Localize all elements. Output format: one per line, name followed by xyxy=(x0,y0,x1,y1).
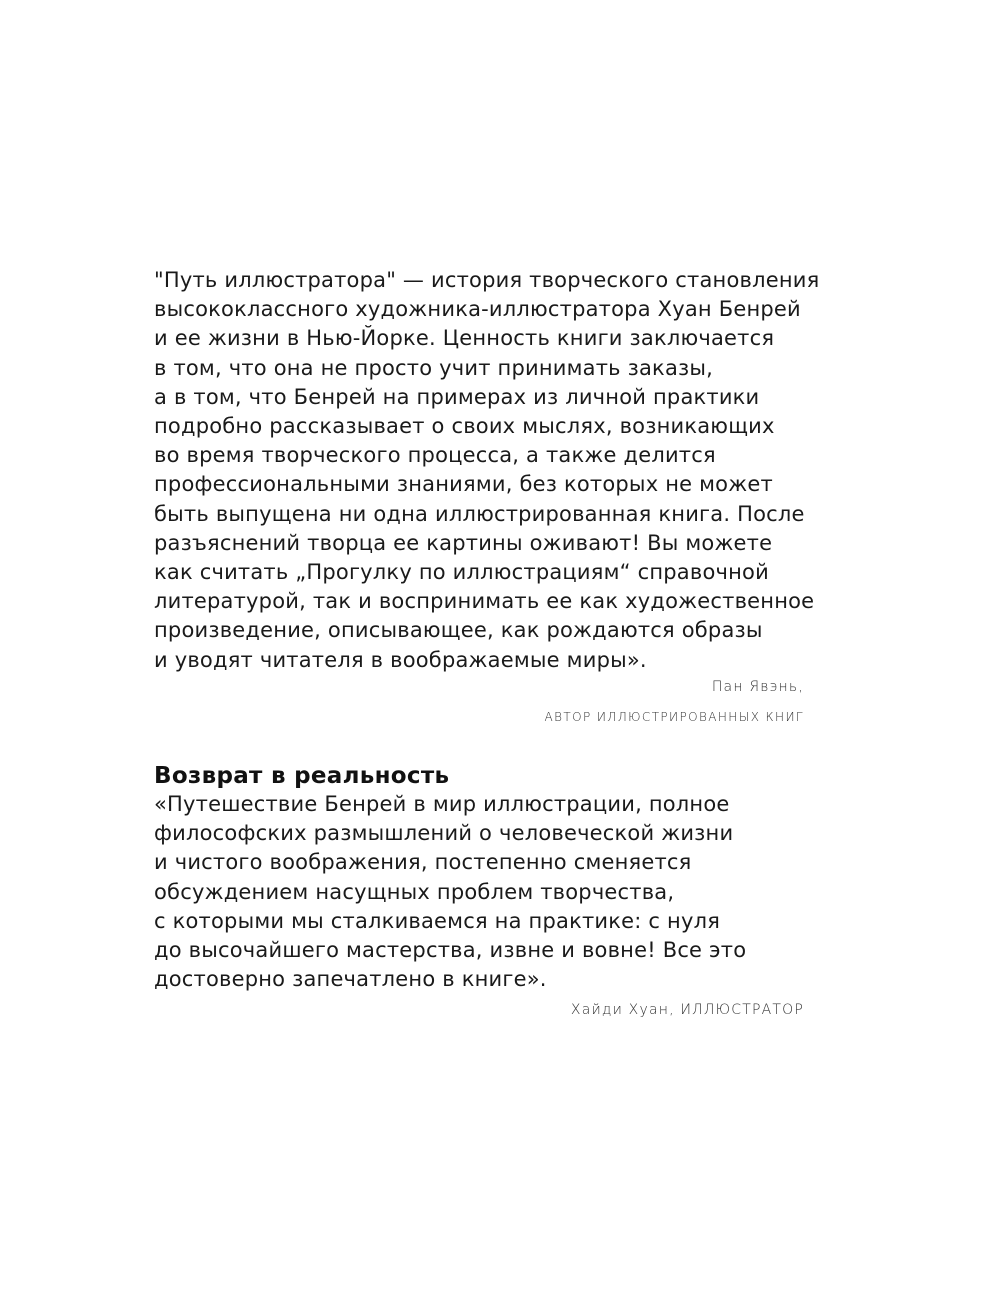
quote-line: «Путешествие Бенрей в мир иллюстрации, полное xyxy=(154,792,730,816)
quote-line: обсуждением насущных проблем творчества, xyxy=(154,879,675,904)
quote-line: до высочайшего мастерства, извне и вовне! Все это xyxy=(154,938,747,963)
quote-1-author-role: АВТОР ИЛЛЮСТРИРОВАННЫХ КНИГ xyxy=(544,710,804,724)
quote-line: профессиональными знаниями, без которых не может xyxy=(154,472,773,497)
quote-line: произведение, описывающее, как рождаются образы xyxy=(154,618,763,643)
quote-1-author: Пан Явэнь, xyxy=(711,679,804,695)
quote-text-2 xyxy=(154,790,844,994)
quote-line: литературой, так и воспринимать ее как художественное xyxy=(154,589,815,614)
quote-2-author: Хайди Хуан, ИЛЛЮСТРАТОР xyxy=(570,1002,804,1018)
quote-line: достоверно запечатлено в книге». xyxy=(154,967,547,992)
quote-text-1 xyxy=(154,266,844,675)
quote-line: а в том, что Бенрей на примерах из личной практики xyxy=(154,384,760,409)
section-heading: Возврат в реальность xyxy=(154,763,450,789)
quote-line: разъяснений творца ее картины оживают! Вы можете xyxy=(154,530,773,555)
quote-line: подробно рассказывает о своих мыслях, возникающих xyxy=(154,414,775,439)
quote-block-1 xyxy=(154,266,844,675)
quote-line: и чистого воображения, постепенно сменяется xyxy=(154,850,692,875)
quote-line: высококлассного художника-иллюстратора Хуан Бенрей xyxy=(154,297,801,322)
quote-line: и ее жизни в Нью-Йорке. Ценность книги заключается xyxy=(154,326,775,351)
quote-line: "Путь иллюстратора" — история творческого становления xyxy=(154,268,820,292)
quote-line: в том, что она не просто учит принимать заказы, xyxy=(154,355,714,380)
quote-line: как считать „Прогулку по иллюстрациям“ справочной xyxy=(154,560,769,585)
quote-line: с которыми мы сталкиваемся на практике: с нуля xyxy=(154,908,721,933)
quote-block-2 xyxy=(154,790,844,994)
quote-line: быть выпущена ни одна иллюстрированная книга. После xyxy=(154,501,805,526)
quote-line: философских размышлений о человеческой жизни xyxy=(154,821,734,846)
quote-line: и уводят читателя в воображаемые миры». xyxy=(154,647,647,672)
quote-line: во время творческого процесса, а также делится xyxy=(154,443,716,468)
